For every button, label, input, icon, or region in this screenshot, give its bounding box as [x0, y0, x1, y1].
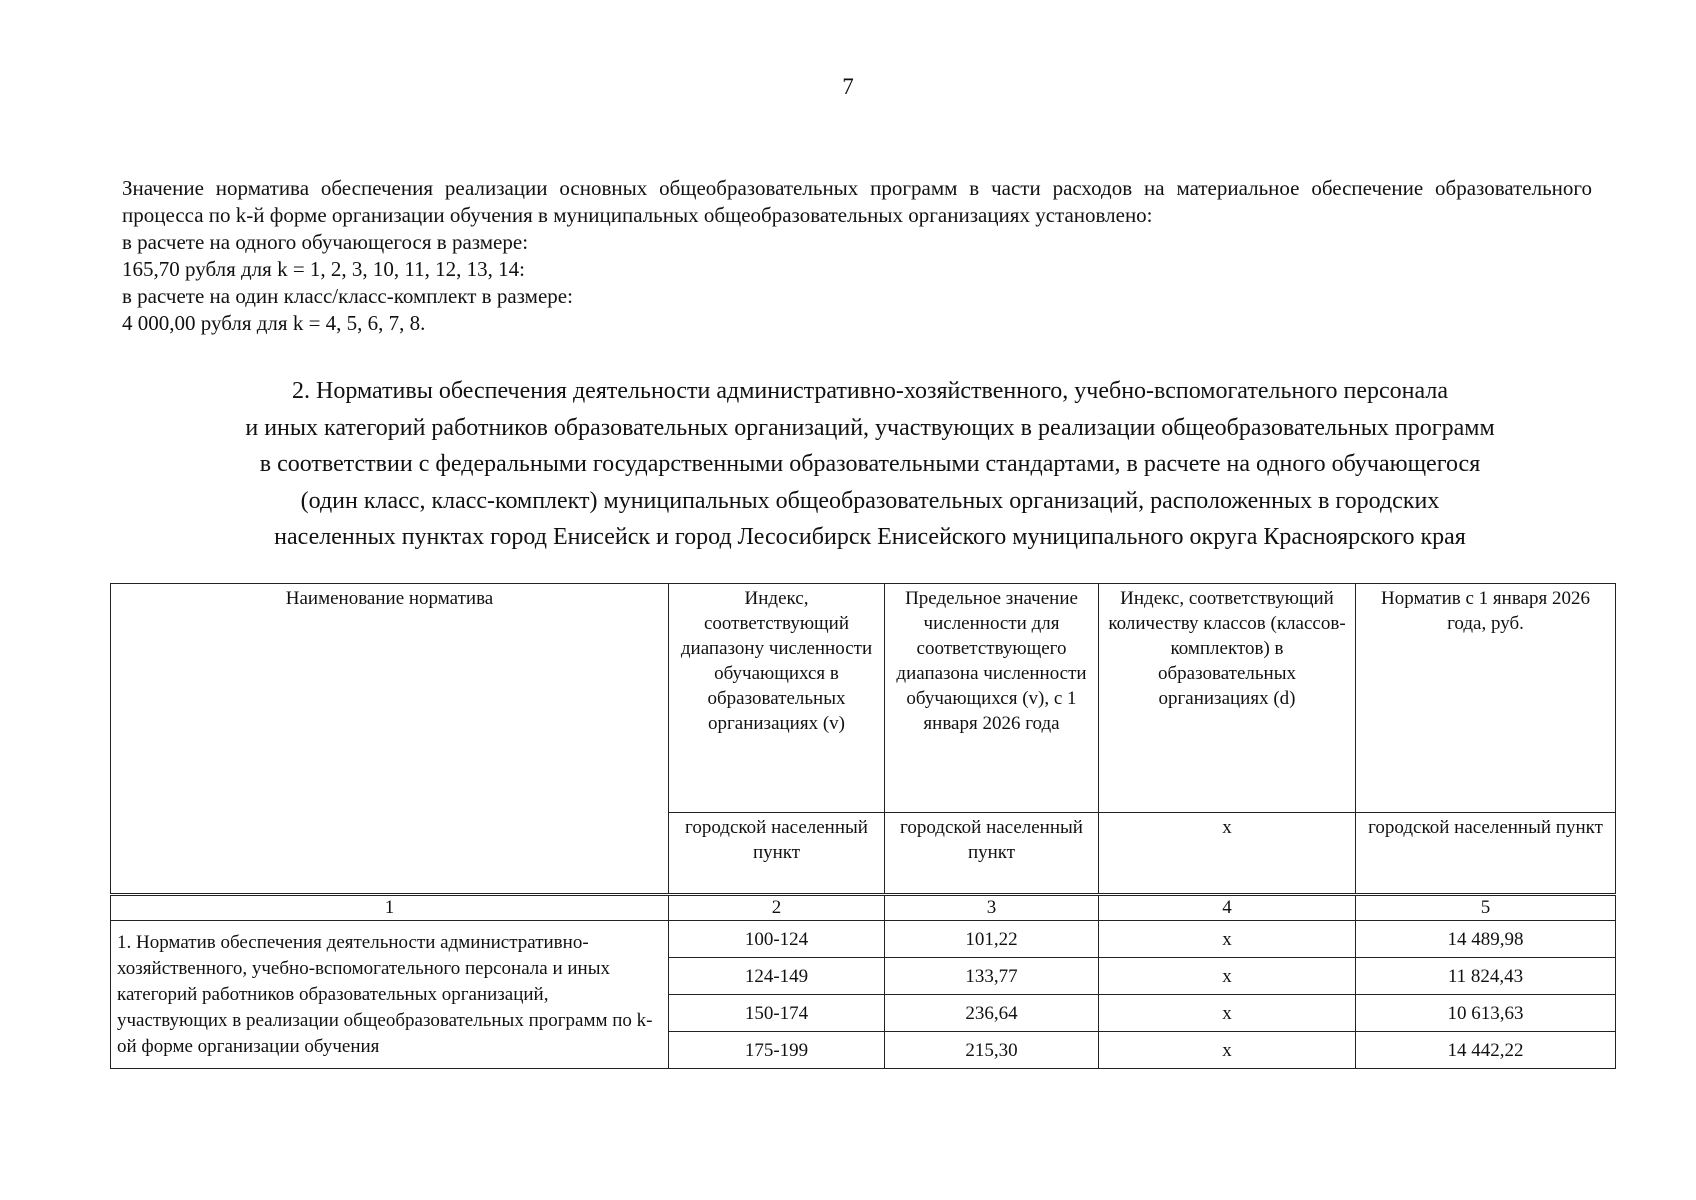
section-title-line: населенных пунктах город Енисейск и город Лесосибирск Енисейского муниципального округа Красноярского края [274, 524, 1466, 550]
header-student-index: Индекс, соответствующий диапазону численности обучающихся в образовательных организациях (v) [669, 584, 885, 813]
intro-line-per-student: в расчете на одного обучающегося в размере: [122, 230, 529, 254]
class-index-cell: x [1099, 995, 1356, 1032]
section-title-line: в соответствии с федеральными государственными образовательными стандартами, в расчете на одного обучающегося [259, 451, 1481, 477]
header-norm-value: Норматив с 1 января 2026 года, руб. [1356, 584, 1616, 813]
section-title-line: (один класс, класс-комплект) муниципальных общеобразовательных организаций, расположенных в городских [300, 487, 1440, 514]
table-header-row [111, 584, 1616, 813]
header-class-index: Индекс, соответствующий количеству классов (классов-комплектов) в образовательных организациях (d) [1099, 584, 1356, 813]
intro-line-per-student-value: 165,70 рубля для k = 1, 2, 3, 10, 11, 12, 13, 14: [122, 257, 525, 281]
limit-cell: 236,64 [885, 995, 1099, 1032]
section-title [110, 373, 1630, 556]
header-norm-name: Наименование норматива [111, 584, 669, 895]
norm-value-cell: 11 824,43 [1356, 958, 1616, 995]
column-number-row [111, 895, 1616, 921]
norms-table [110, 583, 1616, 1069]
column-number: 4 [1099, 895, 1356, 921]
range-cell: 100-124 [669, 921, 885, 958]
limit-cell: 133,77 [885, 958, 1099, 995]
intro-line-per-class: в расчете на один класс/класс-комплект в размере: [122, 284, 573, 308]
norm-value-cell: 14 489,98 [1356, 921, 1616, 958]
column-number: 5 [1356, 895, 1616, 921]
subheader-class-index: x [1099, 813, 1356, 895]
norm-value-cell: 10 613,63 [1356, 995, 1616, 1032]
norm-name-cell: 1. Норматив обеспечения деятельности административно-хозяйственного, учебно-вспомогательного персонала и иных категорий работников образовательных организаций, участвующих в реализации общеобразовательных программ по k-ой форме организации обучения [111, 921, 669, 1069]
section-title-line: 2. Нормативы обеспечения деятельности административно-хозяйственного, учебно-вспомогательного персонала [292, 378, 1448, 404]
range-cell: 175-199 [669, 1032, 885, 1069]
column-number: 3 [885, 895, 1099, 921]
subheader-limit-value: городской населенный пункт [885, 813, 1099, 895]
norm-value-cell: 14 442,22 [1356, 1032, 1616, 1069]
class-index-cell: x [1099, 958, 1356, 995]
page-number: 7 [842, 74, 854, 99]
class-index-cell: x [1099, 921, 1356, 958]
class-index-cell: x [1099, 1032, 1356, 1069]
subheader-student-index: городской населенный пункт [669, 813, 885, 895]
intro-line-per-class-value: 4 000,00 рубля для k = 4, 5, 6, 7, 8. [122, 311, 426, 335]
section-title-line: и иных категорий работников образовательных организаций, участвующих в реализации общеобразовательных программ [245, 414, 1495, 441]
subheader-norm-value: городской населенный пункт [1356, 813, 1616, 895]
column-number: 2 [669, 895, 885, 921]
table-row [111, 921, 1616, 958]
limit-cell: 101,22 [885, 921, 1099, 958]
intro-paragraph: Значение норматива обеспечения реализации основных общеобразовательных программ в части расходов на материальное обеспечение образовательного процесса по k-й форме организации обучения в муниципальных общеобразовательных организациях установлено: [122, 176, 1592, 227]
limit-cell: 215,30 [885, 1032, 1099, 1069]
range-cell: 124-149 [669, 958, 885, 995]
header-limit-value: Предельное значение численности для соответствующего диапазона численности обучающихся (v), с 1 января 2026 года [885, 584, 1099, 813]
intro-text [122, 175, 1592, 337]
column-number: 1 [111, 895, 669, 921]
range-cell: 150-174 [669, 995, 885, 1032]
